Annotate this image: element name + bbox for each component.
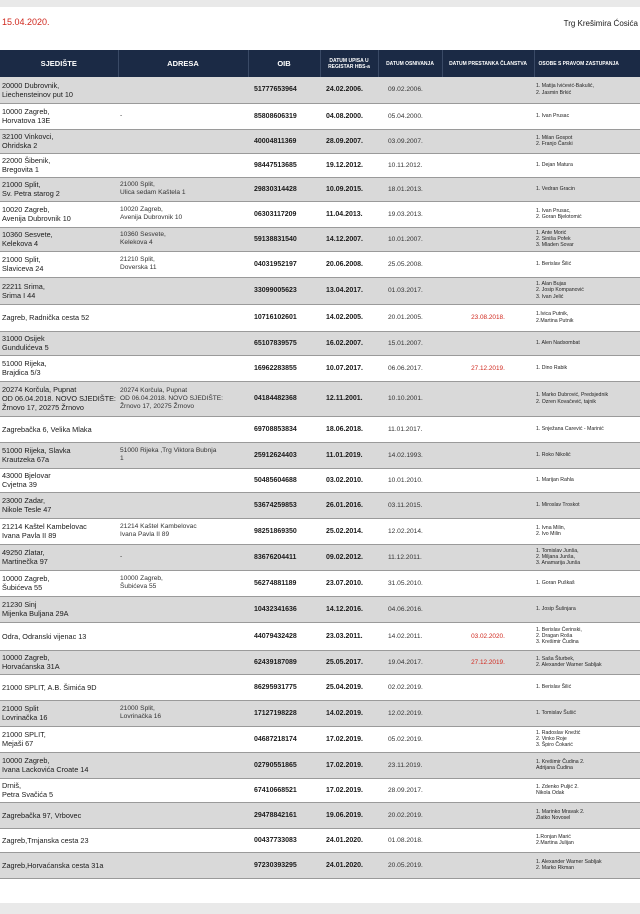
row-established-date: 20.02.2019.	[378, 802, 442, 828]
table-header-row	[0, 50, 640, 77]
row-oib: 29478842161	[248, 802, 320, 828]
row-seat: 22211 Srima, Srima I 44	[0, 277, 118, 304]
table-body	[0, 77, 640, 878]
row-persons: 1. Vedran Gracin	[534, 177, 640, 201]
row-seat: Drniš, Petra Svačića 5	[0, 778, 118, 802]
row-registered-date: 19.06.2019.	[320, 802, 378, 828]
row-persons: 1.Ivica Putnik, 2.Martina Putnik	[534, 304, 640, 331]
row-established-date: 10.10.2001.	[378, 381, 442, 416]
row-end-date	[442, 331, 534, 355]
row-end-date: 27.12.2019.	[442, 355, 534, 381]
row-persons: 1. Marko Dubrović, Predsjednik 2. Ozren Kovačević, tajnik	[534, 381, 640, 416]
row-oib: 25912624403	[248, 442, 320, 468]
row-seat: 21000 SPLIT, A.B. Šimića 9D	[0, 674, 118, 700]
row-registered-date: 18.06.2018.	[320, 416, 378, 442]
row-registered-date: 14.02.2019.	[320, 700, 378, 726]
row-established-date: 10.01.2010.	[378, 468, 442, 492]
column-header-oib: OIB	[248, 50, 320, 77]
row-registered-date: 17.02.2019.	[320, 726, 378, 752]
row-end-date	[442, 674, 534, 700]
row-end-date	[442, 726, 534, 752]
row-oib: 85808606319	[248, 103, 320, 129]
top-divider	[0, 0, 640, 7]
row-end-date: 03.02.2020.	[442, 622, 534, 650]
row-persons: 1.Ronjan Marić 2.Martina Julijan	[534, 828, 640, 852]
row-registered-date: 25.05.2017.	[320, 650, 378, 674]
table-row	[0, 304, 640, 331]
row-established-date: 19.03.2013.	[378, 201, 442, 227]
row-end-date	[442, 596, 534, 622]
members-table	[0, 50, 640, 879]
row-seat: 10000 Zagreb, Ivana Lackovića Croate 14	[0, 752, 118, 778]
row-address	[118, 650, 248, 674]
row-oib: 16962283855	[248, 355, 320, 381]
row-registered-date: 09.02.2012.	[320, 544, 378, 570]
table-row	[0, 381, 640, 416]
row-seat: 10360 Sesvete, Kelekova 4	[0, 227, 118, 251]
row-persons: 1. Josip Šušnjara	[534, 596, 640, 622]
row-persons: 1. Krešimir Čudina 2. Adrijana Čudina	[534, 752, 640, 778]
row-address: 10000 Zagreb, Šubićeva 55	[118, 570, 248, 596]
document-place: Trg Krešimira Ćosića	[563, 19, 638, 28]
table-row	[0, 596, 640, 622]
document-date: 15.04.2020.	[2, 17, 50, 27]
row-seat: 20000 Dubrovnik, Liechensteinov put 10	[0, 77, 118, 103]
row-persons: 1. Tomislav Šušić	[534, 700, 640, 726]
row-established-date: 18.01.2013.	[378, 177, 442, 201]
row-established-date: 31.05.2010.	[378, 570, 442, 596]
row-seat: Zagreb,Trnjanska cesta 23	[0, 828, 118, 852]
column-header-ended: DATUM PRESTANKA ČLANSTVA	[442, 50, 534, 77]
table-row	[0, 852, 640, 878]
row-seat: Zagreb,Horvaćanska cesta 31a	[0, 852, 118, 878]
row-persons: 1. Goran Puškaš	[534, 570, 640, 596]
row-oib: 65107839575	[248, 331, 320, 355]
row-established-date: 19.04.2017.	[378, 650, 442, 674]
table-row	[0, 802, 640, 828]
row-persons: 1. Ivan Prusac	[534, 103, 640, 129]
row-established-date: 20.05.2019.	[378, 852, 442, 878]
table-row	[0, 442, 640, 468]
table-row	[0, 468, 640, 492]
row-persons: 1. Matija Ivićević-Bakulić, 2. Jasmin Brkić	[534, 77, 640, 103]
column-header-established: DATUM OSNIVANJA	[378, 50, 442, 77]
row-persons: 1. Miroslav Troskot	[534, 492, 640, 518]
row-address	[118, 852, 248, 878]
row-oib: 29830314428	[248, 177, 320, 201]
row-address	[118, 77, 248, 103]
row-persons: 1. Ante Morić 2. Siniša Pofek 3. Mladen Sovar	[534, 227, 640, 251]
row-established-date: 01.03.2017.	[378, 277, 442, 304]
row-address	[118, 304, 248, 331]
row-established-date: 01.08.2018.	[378, 828, 442, 852]
row-oib: 02790551865	[248, 752, 320, 778]
row-established-date: 12.02.2019.	[378, 700, 442, 726]
row-registered-date: 11.01.2019.	[320, 442, 378, 468]
table-row	[0, 700, 640, 726]
row-seat: 10000 Zagreb, Šubićeva 55	[0, 570, 118, 596]
row-address: 21214 Kaštel Kambelovac Ivana Pavla II 89	[118, 518, 248, 544]
row-established-date: 05.04.2000.	[378, 103, 442, 129]
row-persons: 1. Zdenko Puljić 2. Nikola Odak	[534, 778, 640, 802]
row-persons: 1. Dino Rabik	[534, 355, 640, 381]
row-persons: 1. Alen Nadsombat	[534, 331, 640, 355]
row-persons: 1. Ivna Milin, 2. Ivo Milin	[534, 518, 640, 544]
row-address: 51000 Rijeka ,Trg Viktora Bubnja 1	[118, 442, 248, 468]
row-address	[118, 802, 248, 828]
row-oib: 33099005623	[248, 277, 320, 304]
row-established-date: 11.12.2011.	[378, 544, 442, 570]
row-persons: 1. Milan Gospot 2. Franjo Čarski	[534, 129, 640, 153]
table-row	[0, 828, 640, 852]
table-row	[0, 277, 640, 304]
row-established-date: 04.06.2016.	[378, 596, 442, 622]
row-registered-date: 17.02.2019.	[320, 752, 378, 778]
row-persons: 1. Snježana Carević - Marinić	[534, 416, 640, 442]
table-row	[0, 177, 640, 201]
column-header-persons: OSOBE S PRAVOM ZASTUPANJA	[534, 50, 640, 77]
row-end-date	[442, 227, 534, 251]
row-address: 21000 Split, Lovrinačka 16	[118, 700, 248, 726]
row-address: -	[118, 544, 248, 570]
row-address	[118, 622, 248, 650]
table-row	[0, 331, 640, 355]
column-header-registered: DATUM UPISA U REGISTAR HBS-a	[320, 50, 378, 77]
row-registered-date: 04.08.2000.	[320, 103, 378, 129]
column-header-address: ADRESA	[118, 50, 248, 77]
row-end-date	[442, 700, 534, 726]
row-oib: 17127198228	[248, 700, 320, 726]
row-registered-date: 20.06.2008.	[320, 251, 378, 277]
row-seat: 49250 Zlatar, Martinečka 97	[0, 544, 118, 570]
row-oib: 40004811369	[248, 129, 320, 153]
row-oib: 56274881189	[248, 570, 320, 596]
row-registered-date: 25.02.2014.	[320, 518, 378, 544]
table-row	[0, 570, 640, 596]
row-persons: 1. Berislav Ćerinski, 2. Dragan Roša 3. Krešimir Čudina	[534, 622, 640, 650]
row-oib: 10432341636	[248, 596, 320, 622]
row-registered-date: 24.02.2006.	[320, 77, 378, 103]
row-seat: 10000 Zagreb, Horvaćanska 31A	[0, 650, 118, 674]
row-seat: Zagreb, Radnička cesta 52	[0, 304, 118, 331]
row-end-date	[442, 802, 534, 828]
column-header-seat: SJEDIŠTE	[0, 50, 118, 77]
row-address: 10360 Sesvete, Kelekova 4	[118, 227, 248, 251]
row-oib: 44079432428	[248, 622, 320, 650]
row-registered-date: 14.02.2005.	[320, 304, 378, 331]
row-established-date: 06.06.2017.	[378, 355, 442, 381]
table-row	[0, 227, 640, 251]
row-end-date	[442, 544, 534, 570]
row-established-date: 10.11.2012.	[378, 153, 442, 177]
row-seat: 43000 Bjelovar Cvjetna 39	[0, 468, 118, 492]
row-seat: 21000 Split, Slaviceva 24	[0, 251, 118, 277]
row-seat: 51000 Rijeka, Brajdica 5/3	[0, 355, 118, 381]
row-registered-date: 23.03.2011.	[320, 622, 378, 650]
row-seat: 21214 Kaštel Kambelovac Ivana Pavla II 89	[0, 518, 118, 544]
row-oib: 04687218174	[248, 726, 320, 752]
row-oib: 98251869350	[248, 518, 320, 544]
row-address	[118, 153, 248, 177]
row-end-date	[442, 201, 534, 227]
row-address	[118, 674, 248, 700]
row-oib: 86295931775	[248, 674, 320, 700]
row-registered-date: 26.01.2016.	[320, 492, 378, 518]
row-registered-date: 10.09.2015.	[320, 177, 378, 201]
table-row	[0, 650, 640, 674]
row-persons: 1. Marijan Rahla	[534, 468, 640, 492]
table-row	[0, 201, 640, 227]
row-persons: 1. Radoslav Knežić 2. Vinko Roje 3. Špiro Čokarić	[534, 726, 640, 752]
row-established-date: 03.11.2015.	[378, 492, 442, 518]
table-row	[0, 778, 640, 802]
row-address: 21000 Split, Ulica sedam Kaštela 1	[118, 177, 248, 201]
row-end-date	[442, 518, 534, 544]
row-persons: 1. Ivan Prusac, 2. Goran Bjelotomić	[534, 201, 640, 227]
row-oib: 97230393295	[248, 852, 320, 878]
row-end-date	[442, 277, 534, 304]
row-established-date: 15.01.2007.	[378, 331, 442, 355]
table-row	[0, 153, 640, 177]
row-address	[118, 778, 248, 802]
bottom-divider	[0, 903, 640, 914]
row-end-date	[442, 177, 534, 201]
row-established-date: 05.02.2019.	[378, 726, 442, 752]
table-row	[0, 77, 640, 103]
row-oib: 67410668521	[248, 778, 320, 802]
row-end-date	[442, 778, 534, 802]
row-oib: 53674259853	[248, 492, 320, 518]
row-end-date: 27.12.2019.	[442, 650, 534, 674]
row-end-date	[442, 251, 534, 277]
row-persons: 1. Berislav Šilić	[534, 251, 640, 277]
row-established-date: 09.02.2006.	[378, 77, 442, 103]
row-registered-date: 12.11.2001.	[320, 381, 378, 416]
table-row	[0, 726, 640, 752]
row-oib: 59138831540	[248, 227, 320, 251]
row-persons: 1. Berislav Šilić	[534, 674, 640, 700]
row-end-date	[442, 416, 534, 442]
row-persons: 1. Alan Bujas 2. Josip Kompanović 3. Ivan Jelić	[534, 277, 640, 304]
row-address	[118, 416, 248, 442]
row-oib: 50485604688	[248, 468, 320, 492]
row-established-date: 25.05.2008.	[378, 251, 442, 277]
row-oib: 04031952197	[248, 251, 320, 277]
table-row	[0, 416, 640, 442]
row-end-date	[442, 103, 534, 129]
row-end-date	[442, 468, 534, 492]
table-row	[0, 622, 640, 650]
row-oib: 00437733083	[248, 828, 320, 852]
row-seat: Zagrebačka 97, Vrbovec	[0, 802, 118, 828]
row-registered-date: 11.04.2013.	[320, 201, 378, 227]
row-seat: 10000 Zagreb, Horvatova 13E	[0, 103, 118, 129]
row-end-date	[442, 828, 534, 852]
row-established-date: 20.01.2005.	[378, 304, 442, 331]
row-established-date: 28.09.2017.	[378, 778, 442, 802]
row-registered-date: 25.04.2019.	[320, 674, 378, 700]
row-established-date: 02.02.2019.	[378, 674, 442, 700]
row-end-date	[442, 570, 534, 596]
row-persons: 1. Dejan Matura	[534, 153, 640, 177]
row-oib: 98447513685	[248, 153, 320, 177]
row-registered-date: 24.01.2020.	[320, 828, 378, 852]
row-seat: 31000 Osijek Gundulićeva 5	[0, 331, 118, 355]
row-registered-date: 17.02.2019.	[320, 778, 378, 802]
table-row	[0, 129, 640, 153]
row-seat: 21000 Split Lovrinačka 16	[0, 700, 118, 726]
row-established-date: 23.11.2019.	[378, 752, 442, 778]
row-registered-date: 14.12.2007.	[320, 227, 378, 251]
row-persons: 1. Tomislav Junša, 2. Miljana Junša, 3. Anamarija Junša	[534, 544, 640, 570]
row-address	[118, 129, 248, 153]
row-registered-date: 24.01.2020.	[320, 852, 378, 878]
row-persons: 1. Marinko Mravak 2. Zlatko Novosel	[534, 802, 640, 828]
row-oib: 04184482368	[248, 381, 320, 416]
row-registered-date: 16.02.2007.	[320, 331, 378, 355]
table-row	[0, 752, 640, 778]
row-registered-date: 28.09.2007.	[320, 129, 378, 153]
row-end-date	[442, 129, 534, 153]
row-address	[118, 492, 248, 518]
row-address	[118, 752, 248, 778]
row-established-date: 12.02.2014.	[378, 518, 442, 544]
row-address	[118, 828, 248, 852]
table-row	[0, 251, 640, 277]
row-address: -	[118, 103, 248, 129]
row-persons: 1. Roko Nikolić	[534, 442, 640, 468]
row-seat: 21000 SPLIT, Mejaši 67	[0, 726, 118, 752]
table-row	[0, 355, 640, 381]
row-seat: 32100 Vinkovci, Ohridska 2	[0, 129, 118, 153]
row-persons: 1. Alexander Warner Sabljak 2. Marko Rkman	[534, 852, 640, 878]
row-address	[118, 726, 248, 752]
row-established-date: 10.01.2007.	[378, 227, 442, 251]
table-row	[0, 518, 640, 544]
row-address	[118, 596, 248, 622]
table-row	[0, 492, 640, 518]
row-oib: 62439187089	[248, 650, 320, 674]
row-registered-date: 14.12.2016.	[320, 596, 378, 622]
row-address	[118, 331, 248, 355]
row-seat: 10020 Zagreb, Avenija Dubrovnik 10	[0, 201, 118, 227]
row-registered-date: 10.07.2017.	[320, 355, 378, 381]
row-end-date: 23.08.2018.	[442, 304, 534, 331]
table-row	[0, 674, 640, 700]
row-seat: 23000 Zadar, Nikole Tesle 47	[0, 492, 118, 518]
table-row	[0, 103, 640, 129]
row-oib: 69708853834	[248, 416, 320, 442]
row-registered-date: 13.04.2017.	[320, 277, 378, 304]
row-end-date	[442, 852, 534, 878]
row-established-date: 03.09.2007.	[378, 129, 442, 153]
row-established-date: 14.02.2011.	[378, 622, 442, 650]
row-end-date	[442, 381, 534, 416]
row-address	[118, 355, 248, 381]
row-oib: 51777653964	[248, 77, 320, 103]
row-established-date: 14.02.1993.	[378, 442, 442, 468]
row-established-date: 11.01.2017.	[378, 416, 442, 442]
row-end-date	[442, 442, 534, 468]
row-seat: Odra, Odranski vijenac 13	[0, 622, 118, 650]
row-oib: 83676204411	[248, 544, 320, 570]
row-seat: Zagrebačka 6, Velika Mlaka	[0, 416, 118, 442]
row-oib: 06303117209	[248, 201, 320, 227]
row-end-date	[442, 752, 534, 778]
row-address: 20274 Korčula, Pupnat OD 06.04.2018. NOVO SJEDIŠTE: Žrnovo 17, 20275 Žrnovo	[118, 381, 248, 416]
row-seat: 51000 Rijeka, Slavka Krautzeka 67a	[0, 442, 118, 468]
row-seat: 20274 Korčula, Pupnat OD 06.04.2018. NOVO SJEDIŠTE: Žrnovo 17, 20275 Žrnovo	[0, 381, 118, 416]
row-address: 10020 Zagreb, Avenija Dubrovnik 10	[118, 201, 248, 227]
row-end-date	[442, 77, 534, 103]
row-persons: 1. Saša Šturbek, 2. Alexander Warner Sabljak	[534, 650, 640, 674]
row-end-date	[442, 153, 534, 177]
row-oib: 10716102601	[248, 304, 320, 331]
row-end-date	[442, 492, 534, 518]
row-seat: 21230 Sinj Mijenka Buljana 29A	[0, 596, 118, 622]
row-seat: 21000 Split, Sv. Petra starog 2	[0, 177, 118, 201]
row-address	[118, 468, 248, 492]
row-address: 21210 Split, Doverska 11	[118, 251, 248, 277]
table-row	[0, 544, 640, 570]
row-registered-date: 23.07.2010.	[320, 570, 378, 596]
row-seat: 22000 Šibenik, Bregovita 1	[0, 153, 118, 177]
row-address	[118, 277, 248, 304]
row-registered-date: 19.12.2012.	[320, 153, 378, 177]
row-registered-date: 03.02.2010.	[320, 468, 378, 492]
